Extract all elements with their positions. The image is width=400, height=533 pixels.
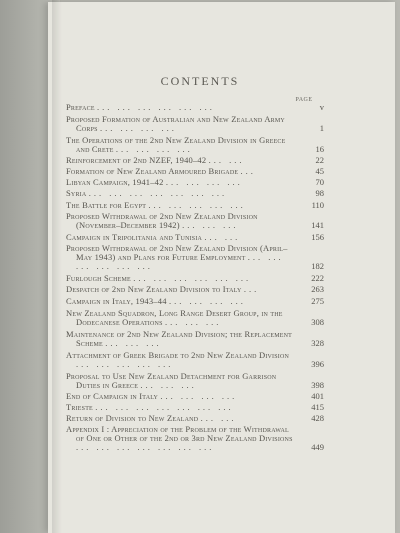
toc-entry-title: Furlough Scheme ... ... ... ... ... ... [66, 273, 252, 283]
toc-entry-title: Proposed Withdrawal of 2nd New Zealand Division (April–May 1943) and Plans for Future Employment ... ... ... ... ... ... [66, 243, 288, 271]
toc-entry [66, 178, 324, 187]
toc-page-number: 22 [315, 155, 324, 165]
toc-entry-title: Formation of New Zealand Armoured Brigade ... [66, 166, 256, 176]
toc-entry [66, 425, 324, 452]
toc-entry [66, 351, 324, 369]
page-title: CONTENTS [160, 74, 240, 88]
toc-page-number: 182 [311, 261, 324, 271]
toc-entry-title: Return of Division to New Zealand ... ... [66, 413, 237, 423]
toc-page-number: 449 [311, 442, 324, 452]
toc-page-number: 16 [315, 144, 324, 154]
toc-page-number: 45 [315, 166, 324, 176]
page-column-header: PAGE [295, 97, 313, 103]
toc-entry [66, 212, 324, 230]
toc-entry [66, 297, 324, 306]
toc-page-number: 308 [311, 317, 324, 327]
toc-entry-title: End of Campaign in Italy ... ... ... ... [66, 391, 238, 401]
toc-entry-title: Appendix I : Appreciation of the Problem of the Withdrawal of One or Other of the 2nd or 3rd New Zealand Divisions ... ... ... ... ... ... ... [66, 424, 293, 452]
toc-page-number: 415 [311, 402, 324, 412]
toc-page-number: 70 [315, 177, 324, 187]
toc-entry-title: Attachment of Greek Brigade to 2nd New Zealand Division ... ... ... ... ... [66, 350, 290, 369]
toc-entry [66, 244, 324, 271]
toc-page-number: 428 [311, 413, 324, 423]
toc-page-number: 328 [311, 338, 324, 348]
toc-entry [66, 392, 324, 401]
dot-leaders: ... ... ... ... [168, 296, 246, 306]
toc-page-number: 1 [319, 123, 324, 133]
dot-leaders: ... ... ... ... ... ... ... [76, 442, 215, 452]
dot-leaders: ... ... ... [182, 220, 239, 230]
dot-leaders: ... ... ... ... ... [148, 200, 246, 210]
dot-leaders: ... [240, 166, 256, 176]
toc-entry-title: New Zealand Squadron, Long Range Desert Group, in the Dodecanese Operations ... ... ... [66, 308, 283, 327]
toc-entry-title: Libyan Campaign, 1941–42 ... ... ... ... [66, 177, 243, 187]
toc-entry-title: The Operations of the 2nd New Zealand Division in Greece and Crete ... ... ... ... [66, 135, 286, 154]
dot-leaders: ... ... [208, 155, 245, 165]
dot-leaders: ... ... ... ... [165, 177, 243, 187]
dot-leaders: ... ... ... ... ... ... ... [95, 402, 234, 412]
toc-entry [66, 103, 324, 112]
toc-entry [66, 309, 324, 327]
toc-entry-title: Proposed Withdrawal of 2nd New Zealand Division (November–December 1942) ... ... ... [66, 211, 258, 230]
toc-entry [66, 372, 324, 390]
toc-entry [66, 414, 324, 423]
dot-leaders: ... ... ... ... ... ... [76, 252, 284, 271]
dot-leaders: ... ... ... [164, 317, 222, 327]
dot-leaders: ... ... ... ... ... [76, 359, 174, 369]
dot-leaders: ... ... ... [140, 380, 197, 390]
toc-page-number: 398 [311, 380, 324, 390]
dot-leaders: ... ... ... [105, 338, 162, 348]
toc-entry-title: The Battle for Egypt ... ... ... ... ... [66, 200, 246, 210]
toc-page-number: 141 [311, 220, 324, 230]
toc-entry [66, 115, 324, 133]
toc-page-number: 401 [311, 391, 324, 401]
toc-entry-title: Syria ... ... ... ... ... ... ... [66, 188, 228, 198]
toc-page-number: 396 [311, 359, 324, 369]
toc-page-number: 98 [315, 188, 324, 198]
dot-leaders: ... ... ... ... ... ... [133, 273, 252, 283]
dot-leaders: ... ... ... ... [100, 123, 177, 133]
toc-page-number: 263 [311, 284, 324, 294]
toc-page-number: v [319, 102, 324, 112]
toc-entry [66, 274, 324, 283]
dot-leaders: ... ... ... ... [115, 144, 193, 154]
toc-entry [66, 285, 324, 294]
toc-entry-title: Campaign in Italy, 1943–44 ... ... ... ... [66, 296, 246, 306]
toc-entry [66, 189, 324, 198]
dot-leaders: ... ... [200, 413, 237, 423]
dot-leaders: ... ... [204, 232, 241, 242]
toc-entry-title: Maintenance of 2nd New Zealand Division; the Replacement Scheme ... ... ... [66, 329, 293, 348]
dot-leaders: ... ... ... ... [160, 391, 238, 401]
toc-entry-title: Campaign in Tripolitania and Tunisia ... ... [66, 232, 241, 242]
toc-entry [66, 233, 324, 242]
toc-entry [66, 156, 324, 165]
toc-page-number: 110 [311, 200, 324, 210]
toc-entry-title: Proposal to Use New Zealand Detachment for Garrison Duties in Greece ... ... ... [66, 371, 277, 390]
dot-leaders: ... ... ... ... ... ... [97, 102, 215, 112]
toc-entry [66, 403, 324, 412]
toc-entry-title: Despatch of 2nd New Zealand Division to Italy ... [66, 284, 260, 294]
toc-entry-title: Reinforcement of 2nd NZEF, 1940–42 ... ... [66, 155, 245, 165]
toc-entry-title: Preface ... ... ... ... ... ... [66, 102, 215, 112]
toc-entry [66, 201, 324, 210]
table-of-contents [66, 103, 324, 452]
dot-leaders: ... ... ... ... ... ... ... [88, 188, 228, 198]
toc-entry [66, 136, 324, 154]
toc-entry-title: Proposed Formation of Australian and New Zealand Army Corps ... ... ... ... [66, 114, 285, 133]
toc-entry-title: Trieste ... ... ... ... ... ... ... [66, 402, 234, 412]
dot-leaders: ... [243, 284, 260, 294]
toc-entry [66, 330, 324, 348]
toc-page-number: 275 [311, 296, 324, 306]
toc-entry [66, 167, 324, 176]
toc-page-number: 222 [311, 273, 324, 283]
toc-page-number: 156 [311, 232, 324, 242]
